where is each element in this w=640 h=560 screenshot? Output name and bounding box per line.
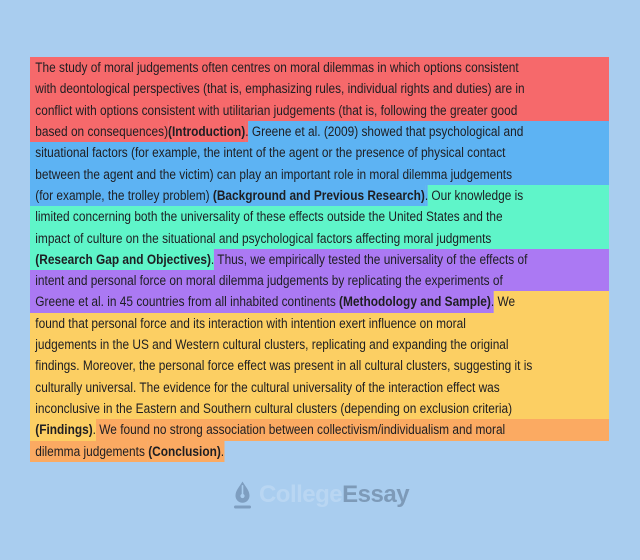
annotated-abstract xyxy=(30,57,609,462)
segment-orange: dilemma judgements xyxy=(30,441,148,462)
logo-text-essay: Essay xyxy=(342,481,410,508)
segment-yellow: findings. Moreover, the personal force effect was present in all cultural clusters, suggesting it is xyxy=(30,355,609,376)
segment-yellow: inconclusive in the Eastern and Southern cultural clusters (depending on exclusion criteria) xyxy=(30,398,609,419)
abstract-line xyxy=(30,164,609,185)
abstract-line xyxy=(30,78,609,99)
logo-text-college: College xyxy=(258,481,343,508)
segment-red: The study of moral judgements often centres on moral dilemmas in which options consistent xyxy=(30,57,609,78)
segment-red: (Introduction) xyxy=(168,121,245,142)
segment-blue: Greene et al. (2009) showed that psychological and xyxy=(249,121,609,142)
segment-red: based on consequences) xyxy=(30,121,168,142)
segment-yellow: . xyxy=(93,419,96,440)
segment-purple: (Methodology and Sample) xyxy=(339,291,491,312)
abstract-line xyxy=(30,377,609,398)
segment-teal: Our knowledge is xyxy=(428,185,609,206)
segment-red: conflict with options consistent with utilitarian judgements (that is, following the greater good xyxy=(30,100,609,121)
segment-teal: impact of culture on the situational and psychological factors affecting moral judgments xyxy=(30,228,609,249)
abstract-line xyxy=(30,334,609,355)
segment-yellow: (Findings) xyxy=(30,419,93,440)
segment-purple: Thus, we empirically tested the universality of the effects of xyxy=(214,249,609,270)
segment-blue: (Background and Previous Research) xyxy=(213,185,425,206)
segment-blue: between the agent and the victim) can play an important role in moral dilemma judgements xyxy=(30,164,609,185)
segment-teal: limited concerning both the universality of these effects outside the United States and the xyxy=(30,206,609,227)
abstract-line xyxy=(30,313,609,334)
segment-red: . xyxy=(245,121,248,142)
segment-yellow: We xyxy=(494,291,609,312)
abstract-line xyxy=(30,142,609,163)
pen-nib-icon xyxy=(231,481,254,509)
collegeessay-logo xyxy=(0,480,640,510)
segment-yellow: found that personal force and its interaction with intention exert influence on moral xyxy=(30,313,609,334)
segment-yellow: culturally universal. The evidence for the cultural universality of the interaction effect was xyxy=(30,377,609,398)
segment-orange: We found no strong association between collectivism/individualism and moral xyxy=(96,419,609,440)
abstract-line xyxy=(30,121,609,142)
abstract-line xyxy=(30,100,609,121)
abstract-line xyxy=(30,185,609,206)
segment-orange: (Conclusion) xyxy=(148,441,221,462)
segment-blue: (for example, the trolley problem) xyxy=(30,185,213,206)
segment-purple: . xyxy=(491,291,494,312)
abstract-line xyxy=(30,206,609,227)
abstract-line xyxy=(30,228,609,249)
abstract-line xyxy=(30,419,609,440)
abstract-line xyxy=(30,291,609,312)
segment-blue: situational factors (for example, the intent of the agent or the presence of physical contact xyxy=(30,142,609,163)
segment-red: with deontological perspectives (that is, emphasizing rules, individual rights and duties) are in xyxy=(30,78,609,99)
segment-purple: intent and personal force on moral dilemma judgements by replicating the experiments of xyxy=(30,270,609,291)
abstract-line xyxy=(30,57,609,78)
abstract-line xyxy=(30,270,609,291)
segment-teal: (Research Gap and Objectives) xyxy=(30,249,211,270)
abstract-line xyxy=(30,249,609,270)
abstract-line xyxy=(30,398,609,419)
abstract-line xyxy=(30,441,609,462)
segment-teal: . xyxy=(211,249,214,270)
abstract-line xyxy=(30,355,609,376)
segment-orange: . xyxy=(221,441,224,462)
segment-blue: . xyxy=(425,185,428,206)
segment-purple: Greene et al. in 45 countries from all inhabited continents xyxy=(30,291,339,312)
segment-yellow: judgements in the US and Western cultural clusters, replicating and expanding the original xyxy=(30,334,609,355)
